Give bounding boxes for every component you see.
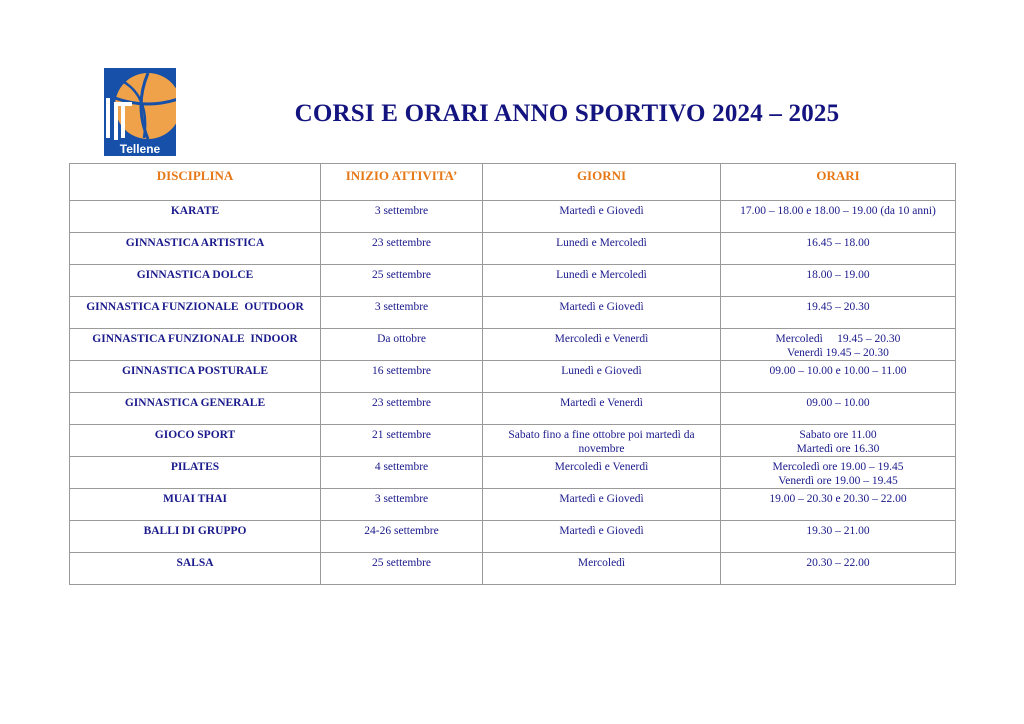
orari-line: Venerdì 19.45 – 20.30 xyxy=(787,347,889,359)
giorni-line: Lunedì e Mercoledì xyxy=(556,269,647,281)
orari-line: 20.30 – 22.00 xyxy=(806,557,870,569)
table-row xyxy=(70,329,956,361)
cell-disciplina: BALLI DI GRUPPO xyxy=(70,521,321,553)
cell-inizio: 16 settembre xyxy=(321,361,483,393)
giorni-line: Martedì e Venerdì xyxy=(560,397,643,409)
cell-giorni xyxy=(483,553,721,585)
cell-disciplina: GINNASTICA GENERALE xyxy=(70,393,321,425)
giorni-line: Martedì e Giovedì xyxy=(559,301,644,313)
cell-disciplina: SALSA xyxy=(70,553,321,585)
cell-giorni xyxy=(483,361,721,393)
cell-giorni xyxy=(483,233,721,265)
cell-disciplina: GINNASTICA FUNZIONALE INDOOR xyxy=(70,329,321,361)
cell-disciplina: GINNASTICA ARTISTICA xyxy=(70,233,321,265)
cell-disciplina: GINNASTICA DOLCE xyxy=(70,265,321,297)
table-row xyxy=(70,521,956,553)
giorni-line: Martedì e Giovedì xyxy=(559,525,644,537)
cell-inizio: 25 settembre xyxy=(321,265,483,297)
cell-inizio: 4 settembre xyxy=(321,457,483,489)
cell-inizio: 3 settembre xyxy=(321,489,483,521)
orari-line: 18.00 – 19.00 xyxy=(806,269,870,281)
cell-inizio: 21 settembre xyxy=(321,425,483,457)
cell-orari xyxy=(721,201,956,233)
giorni-line: Sabato fino a fine ottobre poi martedì da xyxy=(508,429,695,441)
cell-giorni xyxy=(483,425,721,457)
cell-orari xyxy=(721,297,956,329)
orari-line: 09.00 – 10.00 xyxy=(806,397,870,409)
schedule-table xyxy=(69,163,956,585)
cell-giorni xyxy=(483,265,721,297)
cell-giorni xyxy=(483,393,721,425)
header-orari: ORARI xyxy=(721,164,956,201)
cell-orari xyxy=(721,457,956,489)
orari-line: Mercoledì 19.45 – 20.30 xyxy=(775,333,901,345)
cell-inizio: 25 settembre xyxy=(321,553,483,585)
cell-inizio: Da ottobre xyxy=(321,329,483,361)
cell-orari xyxy=(721,361,956,393)
giorni-line: Lunedì e Giovedì xyxy=(561,365,642,377)
giorni-line: Lunedì e Mercoledì xyxy=(556,237,647,249)
giorni-line: Mercoledì e Venerdì xyxy=(554,333,649,345)
cell-giorni xyxy=(483,457,721,489)
header-giorni: GIORNI xyxy=(483,164,721,201)
header-inizio-attivita: INIZIO ATTIVITA’ xyxy=(321,164,483,201)
orari-line: 09.00 – 10.00 e 10.00 – 11.00 xyxy=(769,365,907,377)
cell-giorni xyxy=(483,329,721,361)
page-title: CORSI E ORARI ANNO SPORTIVO 2024 – 2025 xyxy=(294,100,840,127)
cell-orari xyxy=(721,329,956,361)
table-header-row xyxy=(70,164,956,201)
table-row xyxy=(70,297,956,329)
orari-line: Mercoledì ore 19.00 – 19.45 xyxy=(772,461,904,473)
cell-giorni xyxy=(483,297,721,329)
cell-disciplina: GINNASTICA POSTURALE xyxy=(70,361,321,393)
orari-line: 19.30 – 21.00 xyxy=(806,525,870,537)
table-row xyxy=(70,425,956,457)
table-row xyxy=(70,393,956,425)
cell-disciplina: PILATES xyxy=(70,457,321,489)
cell-inizio: 24-26 settembre xyxy=(321,521,483,553)
giorni-line: Martedì e Giovedì xyxy=(559,493,644,505)
orari-line: Martedì ore 16.30 xyxy=(796,443,880,455)
cell-disciplina: KARATE xyxy=(70,201,321,233)
cell-inizio: 3 settembre xyxy=(321,201,483,233)
orari-line: 17.00 – 18.00 e 18.00 – 19.00 (da 10 anni) xyxy=(740,205,936,217)
giorni-line: novembre xyxy=(578,443,625,455)
table-row xyxy=(70,457,956,489)
cell-orari xyxy=(721,553,956,585)
cell-giorni xyxy=(483,521,721,553)
orari-line: 19.45 – 20.30 xyxy=(806,301,870,313)
cell-disciplina: GINNASTICA FUNZIONALE OUTDOOR xyxy=(70,297,321,329)
table-row xyxy=(70,233,956,265)
cell-inizio: 3 settembre xyxy=(321,297,483,329)
header-disciplina: DISCIPLINA xyxy=(70,164,321,201)
giorni-line: Martedì e Giovedì xyxy=(559,205,644,217)
cell-giorni xyxy=(483,489,721,521)
table-row xyxy=(70,201,956,233)
logo-text: Tellene xyxy=(119,142,161,156)
table-row xyxy=(70,553,956,585)
cell-disciplina: MUAI THAI xyxy=(70,489,321,521)
table-row xyxy=(70,361,956,393)
cell-orari xyxy=(721,425,956,457)
cell-disciplina: GIOCO SPORT xyxy=(70,425,321,457)
cell-orari xyxy=(721,233,956,265)
giorni-line: Mercoledì e Venerdì xyxy=(554,461,649,473)
orari-line: 19.00 – 20.30 e 20.30 – 22.00 xyxy=(769,493,907,505)
orari-line: Sabato ore 11.00 xyxy=(799,429,877,441)
orari-line: Venerdì ore 19.00 – 19.45 xyxy=(778,475,898,487)
table-row xyxy=(70,489,956,521)
cell-inizio: 23 settembre xyxy=(321,393,483,425)
cell-orari xyxy=(721,265,956,297)
orari-line: 16.45 – 18.00 xyxy=(806,237,870,249)
cell-orari xyxy=(721,393,956,425)
table-row xyxy=(70,265,956,297)
giorni-line: Mercoledì xyxy=(577,557,626,569)
cell-orari xyxy=(721,521,956,553)
cell-inizio: 23 settembre xyxy=(321,233,483,265)
cell-giorni xyxy=(483,201,721,233)
cell-orari xyxy=(721,489,956,521)
